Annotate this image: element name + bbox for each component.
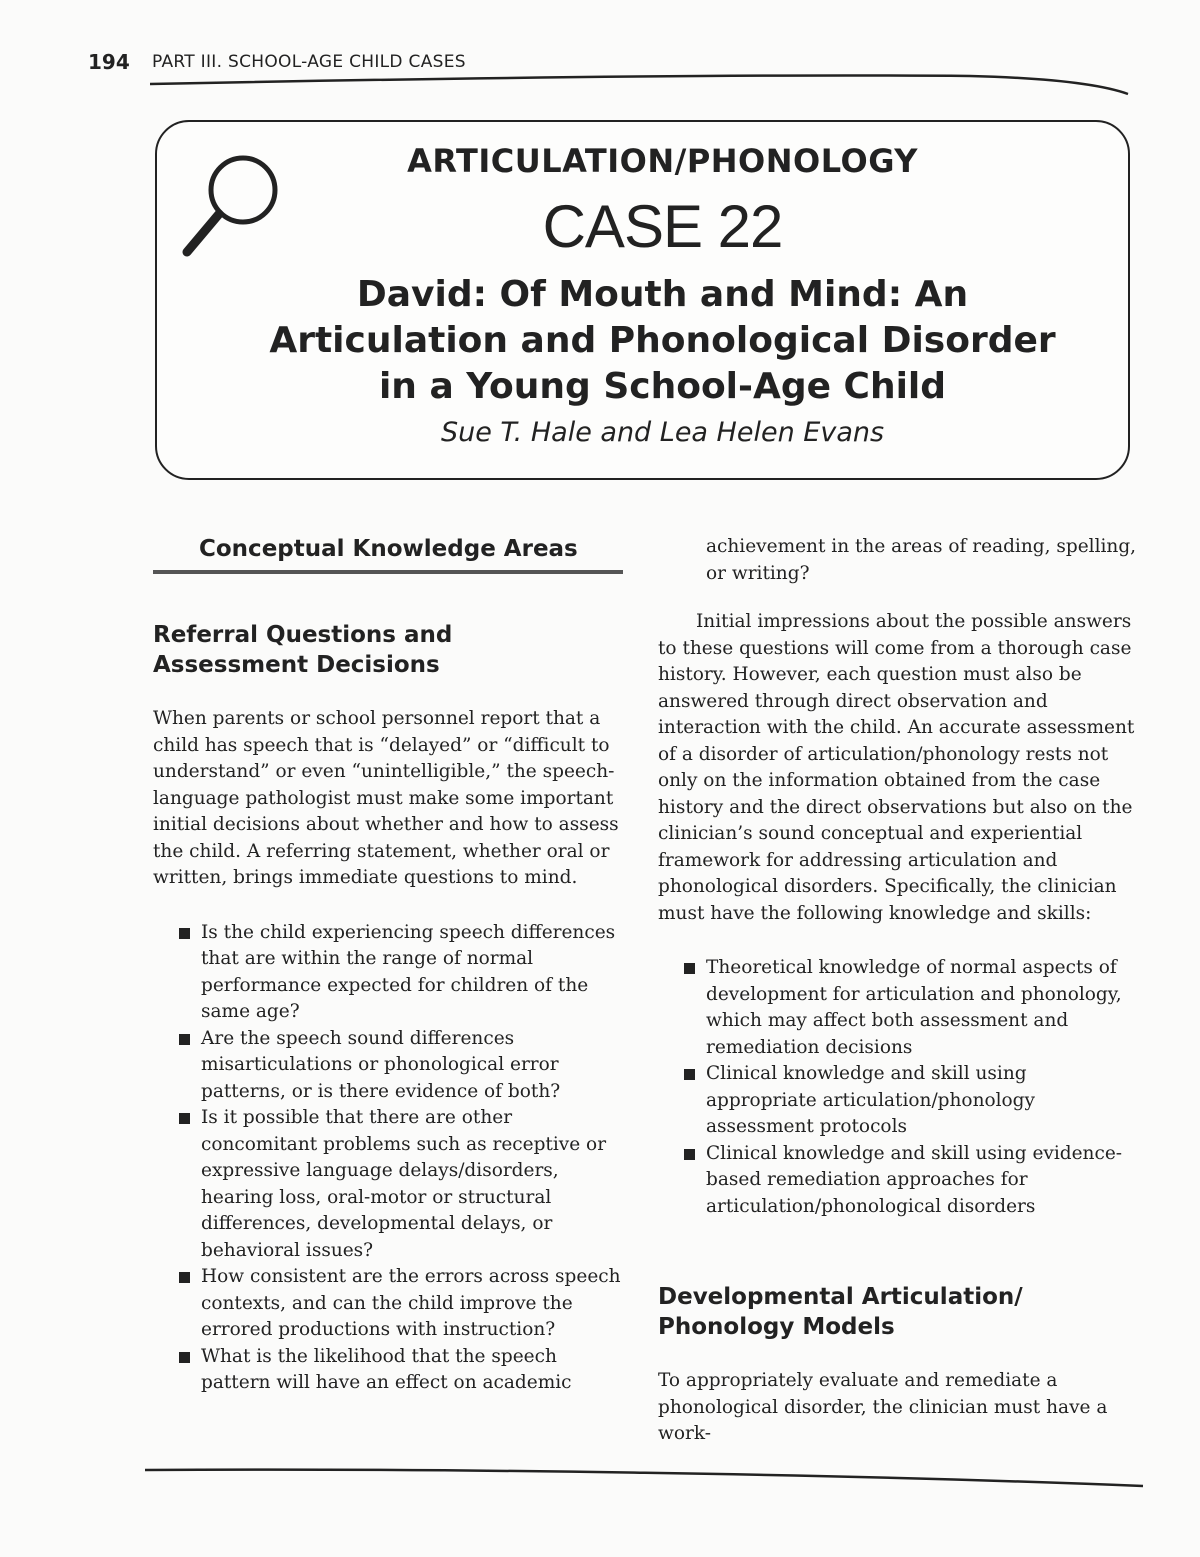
square-bullet-icon bbox=[684, 1069, 695, 1080]
section-heading: Conceptual Knowledge Areas bbox=[153, 536, 623, 574]
question-continuation: achievement in the areas of reading, spelling, or writing? bbox=[706, 536, 1137, 584]
case-title-line: in a Young School-Age Child bbox=[378, 366, 947, 407]
subheading-line: Phonology Models bbox=[658, 1314, 895, 1340]
case-number: CASE 22 bbox=[542, 193, 783, 260]
subheading-referral bbox=[153, 620, 623, 680]
subheading-line: Developmental Articulation/ bbox=[658, 1284, 1023, 1310]
list-item-text: Theoretical knowledge of normal aspects of development for articulation and phonology, which may affect both assessment and remediation decisions bbox=[706, 957, 1122, 1058]
body-paragraph: Initial impressions about the possible answers to these questions will come from a thorough case history. However, each question must also be answered through direct observation and interaction with the child. An accurate assessment of a disorder of articulation/phonology rests not only on the information obtained from the case history and the direct observations but also on the clinician’s sound conceptual and experiential framework for addressing articulation and phonological disorders. Specifically, the clinician must have the following knowledge and skills: bbox=[658, 611, 1135, 924]
list-item bbox=[153, 1026, 623, 1106]
list-item-text: Is it possible that there are other concomitant problems such as receptive or expressive language delays/disorders, hearing loss, oral-motor or structural differences, developmental delays, or behavioral issues? bbox=[201, 1107, 607, 1261]
square-bullet-icon bbox=[684, 1149, 695, 1160]
left-column bbox=[153, 530, 623, 1397]
list-item-text: Clinical knowledge and skill using appropriate articulation/phonology assessment protocols bbox=[706, 1063, 1035, 1137]
list-item bbox=[153, 1105, 623, 1264]
square-bullet-icon bbox=[179, 928, 190, 939]
list-item-text: How consistent are the errors across speech contexts, and can the child improve the errored productions with instruction? bbox=[201, 1266, 621, 1340]
right-column bbox=[658, 530, 1138, 1448]
square-bullet-icon bbox=[179, 1272, 190, 1283]
case-title-box bbox=[155, 120, 1130, 480]
footer-rule bbox=[145, 1462, 1145, 1492]
case-title-line: Articulation and Phonological Disorder bbox=[269, 320, 1056, 361]
referral-questions-list bbox=[153, 920, 623, 1397]
subheading-developmental bbox=[658, 1282, 1138, 1342]
list-item bbox=[153, 1344, 623, 1397]
case-category: ARTICULATION/PHONOLOGY bbox=[407, 142, 918, 180]
list-item bbox=[658, 1061, 1138, 1141]
list-item-text: Clinical knowledge and skill using evidence-based remediation approaches for articulation/phonological disorders bbox=[706, 1142, 1123, 1217]
part-title: PART III. SCHOOL-AGE CHILD CASES bbox=[152, 52, 466, 72]
list-item-text: Is the child experiencing speech differences that are within the range of normal performance expected for children of the same age? bbox=[201, 921, 616, 1022]
square-bullet-icon bbox=[179, 1113, 190, 1124]
square-bullet-icon bbox=[179, 1034, 190, 1045]
case-title bbox=[217, 272, 1108, 410]
intro-paragraph: When parents or school personnel report that a child has speech that is “delayed” or “difficult to understand” or even “unintelligible,” the speech-language pathologist must make some important initial decisions about whether and how to assess the child. A referring statement, whether oral or written, brings immediate questions to mind. bbox=[153, 708, 619, 888]
list-item-text: What is the likelihood that the speech pattern will have an effect on academic bbox=[201, 1345, 572, 1393]
skills-list bbox=[658, 955, 1138, 1220]
list-item bbox=[658, 1141, 1138, 1221]
closing-paragraph: To appropriately evaluate and remediate a phonological disorder, the clinician must have a work- bbox=[658, 1370, 1108, 1444]
list-item bbox=[153, 920, 623, 1026]
case-title-line: David: Of Mouth and Mind: An bbox=[356, 274, 969, 315]
square-bullet-icon bbox=[179, 1352, 190, 1363]
header-rule bbox=[150, 70, 1130, 100]
list-item-text: Are the speech sound differences misarticulations or phonological error patterns, or is there evidence of both? bbox=[201, 1027, 561, 1102]
list-item bbox=[658, 955, 1138, 1061]
subheading-line: Assessment Decisions bbox=[153, 652, 440, 678]
square-bullet-icon bbox=[684, 963, 695, 974]
case-authors: Sue T. Hale and Lea Helen Evans bbox=[440, 417, 885, 448]
page-number: 194 bbox=[88, 50, 130, 74]
list-item bbox=[153, 1264, 623, 1344]
subheading-line: Referral Questions and bbox=[153, 622, 453, 648]
